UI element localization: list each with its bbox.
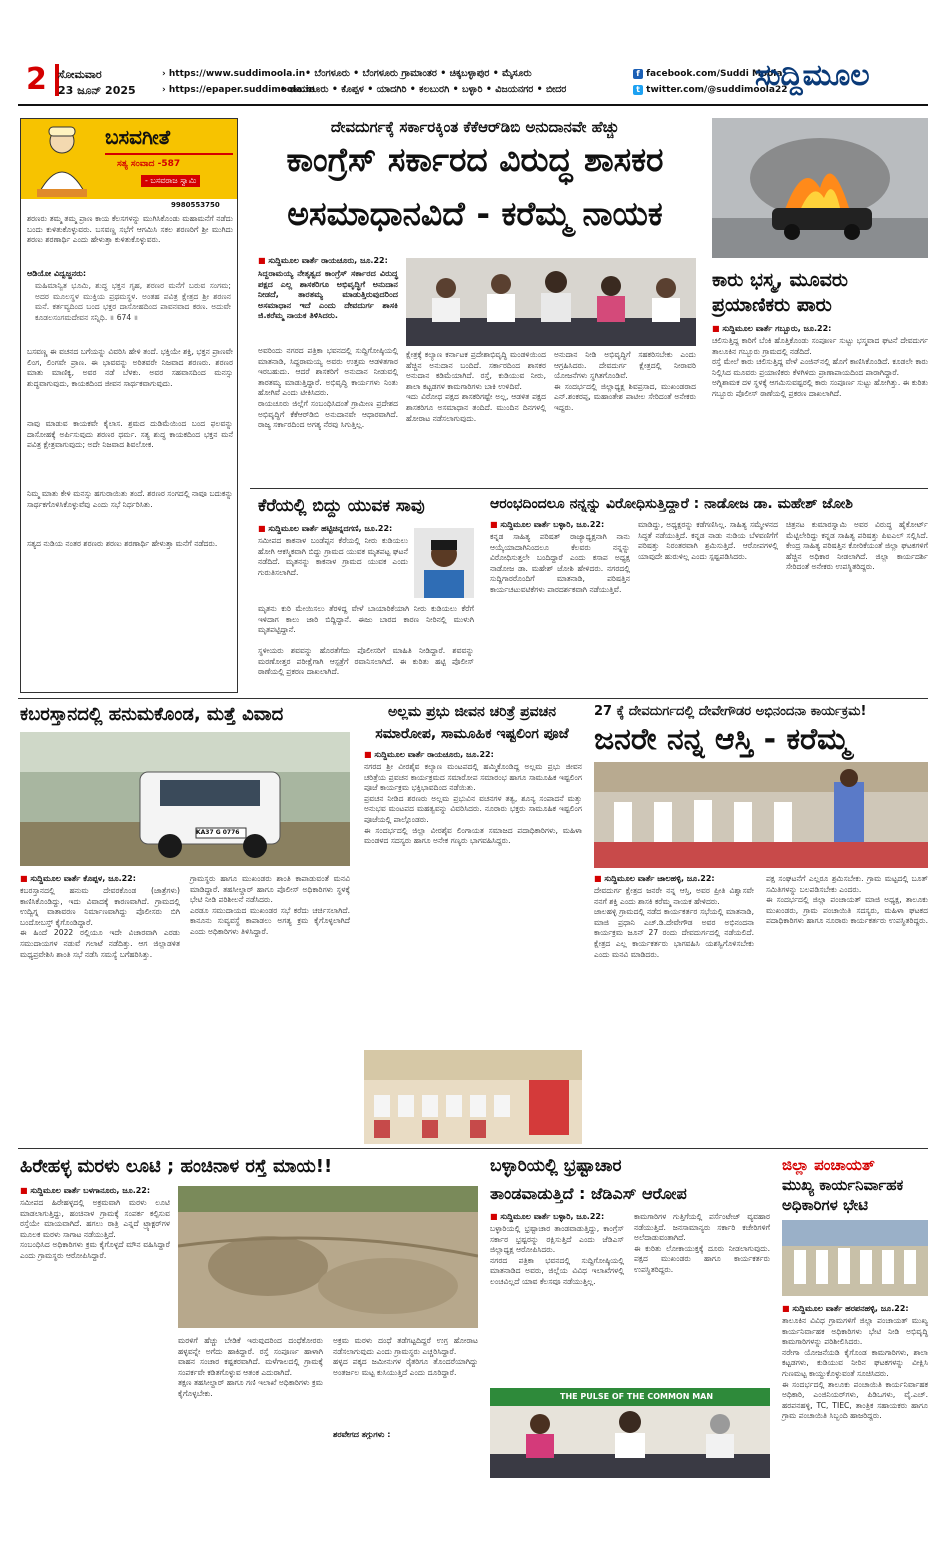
- cemetery-headline: ಕಬರಸ್ತಾನದಲ್ಲಿ ಹನುಮಕೊಂಡ, ಮತ್ತೆ ವಿವಾದ: [20, 704, 284, 725]
- allama-headline-1: ಅಲ್ಲಮ ಪ್ರಭು ಜೀವನ ಚರಿತ್ರೆ ಪ್ರವಚನ: [387, 704, 557, 720]
- saint-illustration: [27, 123, 97, 199]
- basava-verse: ಮಹಿಮಾನ್ವಿತ ಭೂಮಿ, ಶುದ್ಧ ಭಕ್ತನ ಗೃಹ, ಶರಣರ ಮನೆಗೆ ಬರುವ ಸಂಗಮ; ಅದರ ಮೂಲಸ್ಥಳ ಮುಕ್ತಿಯ ಪ್ರಥಮಸ್ಥಳ. ಅಂತಹ ಪವಿತ್ರ ಕ್ಷೇತ್ರದ ಶ್ರೀ ಶರಣನ ಮನೆ. ಕರ್ತವ್ಯದಿಂದ ಬಂದ ಭಕ್ತರ ದಾಸೋಹದಿಂದ ಪಾವನವಾದ ಕರಣ. ಅದುವೇ ಕೂಡಲಸಂಗಮದೇವನ ಸನ್ನಿಧಿ. ॥ 674 ॥: [35, 281, 231, 322]
- cemetery-column-1: ಕಬರಸ್ತಾನದಲ್ಲಿ ಹನುಮ ದೇವರಕೊಂಡ (ಜಾತ್ರೆಗಳು) ಕಾಣಿಸಿಕೊಂಡಿದ್ದು, ಇದು ವಿವಾದಕ್ಕೆ ಕಾರಣವಾಗಿದೆ. ಗ್ರಾಮದಲ್ಲಿ ಉದ್ವಿಗ್ನ ವಾತಾವರಣ ನಿರ್ಮಾಣವಾಗಿದ್ದು ಪೊಲೀಸರು ಬಿಗಿ ಬಂದೋಬಸ್ತ್ ಕೈಗೊಂಡಿದ್ದಾರೆ. ಈ ಹಿಂದೆ 2022 ರಲ್ಲಿಯೂ ಇದೇ ವಿಚಾರವಾಗಿ ಎರಡು ಸಮುದಾಯಗಳ ನಡುವೆ ಗಲಾಟೆ ನಡೆದಿತ್ತು. ಆಗ ಜಿಲ್ಲಾಡಳಿತ ಮಧ್ಯಪ್ರವೇಶಿಸಿ ಶಾಂತಿ ಸಭೆ ನಡೆಸಿ ಸಮಸ್ಯೆ ಬಗೆಹರಿಸಿತ್ತು.: [20, 886, 180, 959]
- basava-title: ಬಸವಗೀತೆ: [105, 125, 171, 149]
- officials-visit-photo: [782, 1220, 928, 1296]
- joshi-column-3: ಚಿತ್ರನಟ ಕುಮಾರಸ್ವಾಮಿ ಅವರ ವಿರುದ್ಧ ಹೈಕೋರ್ಟ್ ಮೆಟ್ಟಿಲೇರಿದ್ದು ಕನ್ನಡ ಸಾಹಿತ್ಯ ಪರಿಷತ್ತು ಪಿಐಎಲ್ ಸಲ್ಲಿಸಿದೆ. ಕೇಂದ್ರ ಸಾಹಿತ್ಯ ಪರಿಷತ್ತಿನ ಕೋರಿಕೆಯಂತೆ ಜಿಲ್ಲಾ ಘಟಕಗಳಿಗೆ ಹೆಚ್ಚಿನ ಅಧಿಕಾರ ನೀಡಲಾಗಿದೆ. ಜಿಲ್ಲಾ ಕಾರ್ಯದರ್ಶಿ ಸೇರಿದಂತೆ ಅನೇಕರು ಉಪಸ್ಥಿತರಿದ್ದರು.: [786, 520, 928, 572]
- vehicle-plate: KA37 G 0776: [196, 829, 240, 836]
- twitter-icon: t: [633, 85, 643, 95]
- fire-body: ಚಲಿಸುತ್ತಿದ್ದ ಕಾರಿಗೆ ಬೆಂಕಿ ಹೊತ್ತಿಕೊಂಡು ಸಂಪೂರ್ಣ ಸುಟ್ಟು ಭಸ್ಮವಾದ ಘಟನೆ ದೇವದುರ್ಗ ತಾಲೂಕಿನ ಗಬ್ಬೂರು ಗ್ರಾಮದಲ್ಲಿ ನಡೆದಿದೆ. ರಸ್ತೆ ಮೇಲೆ ಕಾರು ಚಲಿಸುತ್ತಿದ್ದ ವೇಳೆ ಎಂಜಿನ್‌ನಲ್ಲಿ ಹೊಗೆ ಕಾಣಿಸಿಕೊಂಡಿದೆ. ಕೂಡಲೇ ಕಾರು ನಿಲ್ಲಿಸಿದ ಮೂವರು ಪ್ರಯಾಣಿಕರು ಕೆಳಗಿಳಿದು ಪ್ರಾಣಾಪಾಯದಿಂದ ಪಾರಾಗಿದ್ದಾರೆ. ಅಗ್ನಿಶಾಮಕ ದಳ ಸ್ಥಳಕ್ಕೆ ಆಗಮಿಸುವಷ್ಟರಲ್ಲಿ ಕಾರು ಸಂಪೂರ್ಣ ಸುಟ್ಟು ಹೋಗಿತ್ತು. ಈ ಕುರಿತು ಗಬ್ಬೂರು ಪೊಲೀಸ್ ಠಾಣೆಯಲ್ಲಿ ಪ್ರಕರಣ ದಾಖಲಾಗಿದೆ.: [712, 336, 928, 398]
- sand-pit-photo: [178, 1186, 478, 1328]
- chevron-right-icon: ›: [162, 85, 166, 95]
- lead-byline: ■ ಸುದ್ದಿಮೂಲ ವಾರ್ತೆ ರಾಯಚೂರು, ಜೂ.22:: [258, 256, 388, 265]
- issue-date: 23 ಜೂನ್ 2025: [58, 84, 136, 97]
- facebook-link[interactable]: f facebook.com/Suddi Moola: [633, 69, 782, 79]
- fire-headline: ಕಾರು ಭಸ್ಮ, ಮೂವರು ಪ್ರಯಾಣಿಕರು ಪಾರು: [712, 269, 848, 316]
- lake-body-3: ಸ್ಥಳೀಯರು ಶವವನ್ನು ಹೊರತೆಗೆದು ಪೊಲೀಸರಿಗೆ ಮಾಹಿತಿ ನೀಡಿದ್ದಾರೆ. ಶವವನ್ನು ಮರಣೋತ್ತರ ಪರೀಕ್ಷೆಗಾಗಿ ಆಸ್ಪತ್ರೆಗೆ ರವಾನಿಸಲಾಗಿದೆ. ಈ ಕುರಿತು ಹಟ್ಟಿ ಪೊಲೀಸ್ ಠಾಣೆಯಲ್ಲಿ ಪ್ರಕರಣ ದಾಖಲಾಗಿದೆ.: [258, 646, 474, 677]
- jds-column-1: ಬಳ್ಳಾರಿಯಲ್ಲಿ ಭ್ರಷ್ಟಾಚಾರ ತಾಂಡವಾಡುತ್ತಿದ್ದು, ಕಾಂಗ್ರೆಸ್ ಸರ್ಕಾರ ಭ್ರಷ್ಟರನ್ನು ರಕ್ಷಿಸುತ್ತಿದೆ ಎಂದು ಜೆಡಿಎಸ್ ಜಿಲ್ಲಾಧ್ಯಕ್ಷ ಆರೋಪಿಸಿದರು. ನಗರದ ಪತ್ರಿಕಾ ಭವನದಲ್ಲಿ ಸುದ್ದಿಗೋಷ್ಠಿಯಲ್ಲಿ ಮಾತನಾಡಿದ ಅವರು, ಜಿಲ್ಲೆಯ ವಿವಿಧ ಇಲಾಖೆಗಳಲ್ಲಿ ಲಂಚವಿಲ್ಲದೆ ಯಾವ ಕೆಲಸವೂ ನಡೆಯುತ್ತಿಲ್ಲ.: [490, 1224, 624, 1286]
- karemma-kicker: 27 ಕ್ಕೆ ದೇವದುರ್ಗದಲ್ಲಿ ದೇವೇಗೌಡರ ಅಭಿನಂದನಾ ಕಾರ್ಯಕ್ರಮ!: [594, 704, 867, 719]
- sand-column-3: ಅಕ್ರಮ ಮರಳು ದಂಧೆ ತಡೆಗಟ್ಟದಿದ್ದರೆ ಉಗ್ರ ಹೋರಾಟ ನಡೆಸಲಾಗುವುದು ಎಂದು ಗ್ರಾಮಸ್ಥರು ಎಚ್ಚರಿಸಿದ್ದಾರೆ. ಹಳ್ಳದ ಪಕ್ಕದ ಜಮೀನುಗಳ ರೈತರಿಗೂ ತೊಂದರೆಯಾಗಿದ್ದು ಅಂತರ್ಜಲ ಮಟ್ಟ ಕುಸಿಯುತ್ತಿದೆ ಎಂದು ದೂರಿದ್ದಾರೆ.: [333, 1336, 478, 1377]
- basava-paragraph-4: ನಿಮ್ಮ ಮಾತು ಕೇಳಿ ಮನಸ್ಸು ಹಗುರಾಯಿತು ತಂದೆ. ಶರಣರ ಸಂಗದಲ್ಲಿ ನಾವೂ ಬದುಕನ್ನು ಸಾರ್ಥಕಗೊಳಿಸಿಕೊಳ್ಳುವೆವು ಎಂದು ಸಭೆ ನಿರ್ಧರಿಸಿತು.: [27, 489, 233, 509]
- car-fire-photo: [712, 118, 928, 258]
- masthead-logo: ಸುದ್ದಿಮೂಲ: [755, 58, 870, 93]
- lead-intro: ಸಿದ್ದರಾಮಯ್ಯ ನೇತೃತ್ವದ ಕಾಂಗ್ರೆಸ್ ಸರ್ಕಾರದ ವಿರುದ್ಧ ಪಕ್ಷದ ಎಲ್ಲ ಶಾಸಕರಿಗೂ ಅಭಿವೃದ್ಧಿಗೆ ಅನುದಾನ ನೀಡದೆ, ತಾರತಮ್ಯ ಮಾಡುತ್ತಿರುವುದರಿಂದ ಅಸಮಾಧಾನ ಇದೆ ಎಂದು ದೇವದುರ್ಗ ಶಾಸಕಿ ಜಿ.ಕರೆಮ್ಮ ನಾಯಕ ತಿಳಿಸಿದರು.: [258, 268, 398, 321]
- zp-byline: ■ ಸುದ್ದಿಮೂಲ ವಾರ್ತೆ ಹರಪನಹಳ್ಳಿ, ಜೂ.22:: [782, 1304, 909, 1313]
- lake-body-1: ಸಮೀಪದ ಕಾಕನಾಳ ಬಂಡೆಪ್ಪನ ಕೆರೆಯಲ್ಲಿ ನೀರು ಕುಡಿಯಲು ಹೋಗಿ ಆಕಸ್ಮಿಕವಾಗಿ ಬಿದ್ದು ಗ್ರಾಮದ ಯುವಕ ಮೃತಪಟ್ಟ ಘಟನೆ ನಡೆದಿದೆ. ಮೃತನನ್ನು ಕಾಕನಾಳ ಗ್ರಾಮದ ಯುವಕ ಎಂದು ಗುರುತಿಸಲಾಗಿದೆ.: [258, 536, 408, 577]
- website-link[interactable]: › https://www.suddimoola.in: [162, 69, 306, 79]
- allama-byline: ■ ಸುದ್ದಿಮೂಲ ವಾರ್ತೆ ರಾಯಚೂರು, ಜೂ.22:: [364, 750, 494, 759]
- epaper-link[interactable]: › https://epaper.suddimoola.in: [162, 85, 316, 95]
- pooja-gathering-photo: [364, 1050, 582, 1144]
- edition-places-row-1: • ಬೆಂಗಳೂರು • ಬೆಂಗಳೂರು ಗ್ರಾಮಾಂತರ • ಚಿಕ್ಕಬಳ್ಳಾಪುರ • ಮೈಸೂರು: [305, 68, 532, 79]
- edition-places-row-2: • ರಾಯಚೂರು • ಕೊಪ್ಪಳ • ಯಾದಗಿರಿ • ಕಲಬುರಗಿ • ಬಳ್ಳಾರಿ • ವಿಜಯನಗರ • ಬೀದರ: [280, 84, 567, 95]
- lead-column-1: ಅವರಿಂದು ನಗರದ ಪತ್ರಿಕಾ ಭವನದಲ್ಲಿ ಸುದ್ದಿಗೋಷ್ಠಿಯಲ್ಲಿ ಮಾತನಾಡಿ, ಸಿದ್ದರಾಮಯ್ಯ ಅವರು ಉತ್ತಮ ಆಡಳಿತಗಾರ ಇರಬಹುದು. ಆದರೆ ಶಾಸಕರಿಗೆ ಅನುದಾನ ನೀಡುವಲ್ಲಿ ತಾರತಮ್ಯ ಮಾಡುತ್ತಿದ್ದಾರೆ. ಅಭಿವೃದ್ಧಿ ಕಾರ್ಯಗಳು ನಿಂತು ಹೋಗಿವೆ ಎಂದು ಟೀಕಿಸಿದರು. ರಾಯಚೂರು ಜಿಲ್ಲೆಗೆ ಸಂಬಂಧಿಸಿದಂತೆ ಗ್ರಾಮೀಣ ಪ್ರದೇಶದ ಅಭಿವೃದ್ಧಿಗೆ ಕೆಕೆಆರ್‌ಡಿಬಿ ಅನುದಾನವೇ ಆಧಾರವಾಗಿದೆ. ರಾಜ್ಯ ಸರ್ಕಾರದಿಂದ ಅಗತ್ಯ ನೆರವು ಸಿಗುತ್ತಿಲ್ಲ.: [258, 346, 398, 430]
- title-underline: [105, 153, 233, 155]
- joshi-column-1: ಕನ್ನಡ ಸಾಹಿತ್ಯ ಪರಿಷತ್ ರಾಜ್ಯಾಧ್ಯಕ್ಷನಾಗಿ ನಾನು ಆಯ್ಕೆಯಾದಾಗಿನಿಂದಲೂ ಕೆಲವರು ನನ್ನನ್ನು ವಿರೋಧಿಸುತ್ತಲೇ ಬಂದಿದ್ದಾರೆ ಎಂದು ಕಸಾಪ ಅಧ್ಯಕ್ಷ ನಾಡೋಜ ಡಾ. ಮಹೇಶ್ ಜೋಶಿ ಹೇಳಿದರು. ನಗರದಲ್ಲಿ ಸುದ್ದಿಗಾರರೊಂದಿಗೆ ಮಾತನಾಡಿ, ಪರಿಷತ್ತಿನ ಕಾರ್ಯಚಟುವಟಿಕೆಗಳು ಪಾರದರ್ಶಕವಾಗಿ ನಡೆಯುತ್ತಿವೆ.: [490, 532, 630, 594]
- allama-headline-2: ಸಮಾರೋಪ, ಸಾಮೂಹಿಕ ಇಷ್ಟಲಿಂಗ ಪೂಜೆ: [375, 726, 569, 742]
- sand-headline: ಹಿರೇಹಳ್ಳ ಮರಳು ಲೂಟಿ ; ಹಂಚಿನಾಳ ರಸ್ತೆ ಮಾಯ!!: [20, 1156, 333, 1177]
- joshi-column-2: ಮಾಡಿದ್ದು, ಅಧ್ಯಕ್ಷರನ್ನು ಕಡೆಗಣಿಸಿಲ್ಲ. ಸಾಹಿತ್ಯ ಸಮ್ಮೇಳನದ ಸಿದ್ಧತೆ ನಡೆಯುತ್ತಿದೆ. ಕನ್ನಡ ನಾಡು ನುಡಿಯ ಬೆಳವಣಿಗೆಗೆ ಪರಿಷತ್ತು ನಿರಂತರವಾಗಿ ಶ್ರಮಿಸುತ್ತಿದೆ. ಆರೋಪಗಳಲ್ಲಿ ಯಾವುದೇ ಹುರುಳಿಲ್ಲ ಎಂದು ಸ್ಪಷ್ಟಪಡಿಸಿದರು.: [638, 520, 778, 561]
- lead-kicker: ದೇವದುರ್ಗಕ್ಕೆ ಸರ್ಕಾರಕ್ಕಿಂತ ಕೆಕೆಆರ್‌ಡಿಬಿ ಅನುದಾನವೇ ಹೆಚ್ಚು: [330, 118, 620, 136]
- basava-author: - ಬಸವರಾಜ ಸ್ವಾಮಿ: [141, 175, 200, 187]
- basava-subtitle: ಸತ್ಯ ಸಂವಾದ -587: [117, 159, 181, 169]
- basava-audio-label: ಆಡಿಯೋ ವಿದ್ವಜ್ಜನರು:: [27, 269, 87, 278]
- jds-photo-banner: THE PULSE OF THE COMMON MAN: [560, 1392, 714, 1401]
- jds-headline-2: ತಾಂಡವಾಡುತ್ತಿದೆ : ಜೆಡಿಎಸ್ ಆರೋಪ: [490, 1184, 687, 1203]
- section-divider-3: [18, 1148, 928, 1149]
- lake-headline: ಕೆರೆಯಲ್ಲಿ ಬಿದ್ದು ಯುವಕ ಸಾವು: [258, 496, 425, 516]
- jds-press-photo: [490, 1388, 770, 1478]
- police-vehicle-photo: [20, 732, 350, 866]
- section-divider-2: [18, 698, 928, 699]
- joshi-byline: ■ ಸುದ್ದಿಮೂಲ ವಾರ್ತೆ ಬಳ್ಳಾರಿ, ಜೂ.22:: [490, 520, 605, 529]
- sand-column-2: ಮರಳಿಗೆ ಹೆಚ್ಚು ಬೇಡಿಕೆ ಇರುವುದರಿಂದ ದಂಧೆಕೋರರು ಹಳ್ಳವನ್ನೇ ಅಗೆದು ಹಾಕಿದ್ದಾರೆ. ರಸ್ತೆ ಸಂಪೂರ್ಣ ಹಾಳಾಗಿ ವಾಹನ ಸಂಚಾರ ಕಷ್ಟಕರವಾಗಿದೆ. ಮಳೆಗಾಲದಲ್ಲಿ ಗ್ರಾಮಕ್ಕೆ ಸಂಪರ್ಕವೇ ಕಡಿತಗೊಳ್ಳುವ ಆತಂಕ ಎದುರಾಗಿದೆ. ತಕ್ಷಣ ತಹಸೀಲ್ದಾರ್ ಹಾಗೂ ಗಣಿ ಇಲಾಖೆ ಅಧಿಕಾರಿಗಳು ಕ್ರಮ ಕೈಗೊಳ್ಳಬೇಕು.: [178, 1336, 323, 1398]
- press-meet-photo: [406, 258, 696, 346]
- basava-explanation: ಬಸವಣ್ಣ ಈ ವಚನದ ಬಗೆಯನ್ನು ವಿವರಿಸಿ ಹೇಳಿ ತಂದೆ. ಭಕ್ತಿಯೇ ಶಕ್ತಿ, ಭಕ್ತನ ಪ್ರಾಣವೇ ಲಿಂಗ, ಲಿಂಗವೇ ಪ್ರಾಣ. ಈ ಭಾವವನ್ನು ಅರಿತವರೇ ನಿಜವಾದ ಶರಣರು. ಶರಣರ ಮಾತು ಮಾಣಿಕ್ಯ, ಅವರ ನಡೆ ಬೆಳಕು. ಅವರ ಸಹವಾಸದಿಂದ ಮನಸ್ಸು ಶುದ್ಧವಾಗುವುದು, ಕಾಯಕದಿಂದ ಜೀವನ ಸಾರ್ಥಕವಾಗುವುದು.: [27, 347, 233, 388]
- basava-geete-column: [20, 118, 238, 693]
- lead-headline-2: ಅಸಮಾಧಾನವಿದೆ - ಕರೆಮ್ಮ ನಾಯಕ: [287, 194, 663, 233]
- karemma-byline: ■ ಸುದ್ದಿಮೂಲ ವಾರ್ತೆ ಜಾಲಹಳ್ಳಿ, ಜೂ.22:: [594, 874, 715, 883]
- lead-column-3: ಅನುದಾನ ನೀಡಿ ಅಭಿವೃದ್ಧಿಗೆ ಸಹಕರಿಸಬೇಕು ಎಂದು ಆಗ್ರಹಿಸಿದರು. ದೇವದುರ್ಗ ಕ್ಷೇತ್ರದಲ್ಲಿ ನೀರಾವರಿ ಯೋಜನೆಗಳು ಸ್ಥಗಿತಗೊಂಡಿವೆ. ಈ ಸಂದರ್ಭದಲ್ಲಿ ಜಿಲ್ಲಾಧ್ಯಕ್ಷ ಶಿವಪ್ರಸಾದ, ಮುಖಂಡರಾದ ಎನ್.ಶಂಕರಪ್ಪ, ಮಹಾಂತೇಶ ಪಾಟೀಲ ಸೇರಿದಂತೆ ಅನೇಕರು ಇದ್ದರು.: [554, 350, 696, 412]
- jds-byline: ■ ಸುದ್ದಿಮೂಲ ವಾರ್ತೆ ಬಳ್ಳಾರಿ, ಜೂ.22:: [490, 1212, 605, 1221]
- victim-photo: [414, 528, 474, 598]
- karemma-column-1: ದೇವದುರ್ಗ ಕ್ಷೇತ್ರದ ಜನರೇ ನನ್ನ ಆಸ್ತಿ, ಅವರ ಪ್ರೀತಿ ವಿಶ್ವಾಸವೇ ನನಗೆ ಶಕ್ತಿ ಎಂದು ಶಾಸಕಿ ಕರೆಮ್ಮ ನಾಯಕ ಹೇಳಿದರು. ಜಾಲಹಳ್ಳಿ ಗ್ರಾಮದಲ್ಲಿ ನಡೆದ ಕಾರ್ಯಕರ್ತರ ಸಭೆಯಲ್ಲಿ ಮಾತನಾಡಿ, ಮಾಜಿ ಪ್ರಧಾನಿ ಎಚ್.ಡಿ.ದೇವೇಗೌಡ ಅವರ ಅಭಿನಂದನಾ ಕಾರ್ಯಕ್ರಮ ಜೂನ್ 27 ರಂದು ದೇವದುರ್ಗದಲ್ಲಿ ನಡೆಯಲಿದೆ. ಕ್ಷೇತ್ರದ ಎಲ್ಲ ಕಾರ್ಯಕರ್ತರು ಭಾಗವಹಿಸಿ ಯಶಸ್ವಿಗೊಳಿಸಬೇಕು ಎಂದು ಮನವಿ ಮಾಡಿದರು.: [594, 886, 754, 959]
- jds-column-2: ಕಾಮಗಾರಿಗಳ ಗುತ್ತಿಗೆಯಲ್ಲಿ ಪರ್ಸೆಂಟೇಜ್ ವ್ಯವಹಾರ ನಡೆಯುತ್ತಿದೆ. ಜನಸಾಮಾನ್ಯರು ಸರ್ಕಾರಿ ಕಚೇರಿಗಳಿಗೆ ಅಲೆದಾಡುವಂತಾಗಿದೆ. ಈ ಕುರಿತು ಲೋಕಾಯುಕ್ತಕ್ಕೆ ದೂರು ನೀಡಲಾಗುವುದು. ಪಕ್ಷದ ಮುಖಂಡರು ಹಾಗೂ ಕಾರ್ಯಕರ್ತರು ಉಪಸ್ಥಿತರಿದ್ದರು.: [634, 1212, 770, 1274]
- page-number: 2: [26, 64, 59, 96]
- meeting-photo: [594, 762, 928, 868]
- zp-body: ತಾಲೂಕಿನ ವಿವಿಧ ಗ್ರಾಮಗಳಿಗೆ ಜಿಲ್ಲಾ ಪಂಚಾಯತ್ ಮುಖ್ಯ ಕಾರ್ಯನಿರ್ವಾಹಕ ಅಧಿಕಾರಿಗಳು ಭೇಟಿ ನೀಡಿ ಅಭಿವೃದ್ಧಿ ಕಾಮಗಾರಿಗಳನ್ನು ಪರಿಶೀಲಿಸಿದರು. ನರೇಗಾ ಯೋಜನೆಯಡಿ ಕೈಗೊಂಡ ಕಾಮಗಾರಿಗಳು, ಶಾಲಾ ಕಟ್ಟಡಗಳು, ಕುಡಿಯುವ ನೀರಿನ ಘಟಕಗಳನ್ನು ವೀಕ್ಷಿಸಿ ಗುಣಮಟ್ಟ ಕಾಯ್ದುಕೊಳ್ಳುವಂತೆ ಸೂಚಿಸಿದರು. ಈ ಸಂದರ್ಭದಲ್ಲಿ ತಾಲೂಕು ಪಂಚಾಯಿತಿ ಕಾರ್ಯನಿರ್ವಾಹಕ ಅಧಿಕಾರಿ, ಎಂಜಿನಿಯರ್‌ಗಳು, ಪಿಡಿಒಗಳು, ವೈ.ಎಚ್. ಹರಪನಹಳ್ಳಿ, TC, TIEC, ತಾಂತ್ರಿಕ ಸಹಾಯಕರು ಹಾಗೂ ಗ್ರಾಮ ಪಂಚಾಯಿತಿ ಸಿಬ್ಬಂದಿ ಹಾಜರಿದ್ದರು.: [782, 1316, 928, 1421]
- fire-byline: ■ ಸುದ್ದಿಮೂಲ ವಾರ್ತೆ ಗಬ್ಬೂರು, ಜೂ.22:: [712, 324, 832, 333]
- issue-day: ಸೋಮವಾರ: [58, 68, 102, 81]
- basava-intro: ಶರಣರು ತಮ್ಮ ತಮ್ಮ ಪ್ರಾಣ ಕಾಯ ಕೆಲಸಗಳನ್ನು ಮುಗಿಸಿಕೊಂಡು ಮಹಾಮನೆಗೆ ನಡೆದು ಬಂದು ಕುಳಿತುಕೊಳ್ಳುವರು. ಬಸವಣ್ಣ ಸಭೆಗೆ ಆಗಮಿಸಿ ಸಕಲ ಶರಣರಿಗೆ ಶ್ರೀ ಮುಗಿದು ಶರಣು ಶರಣಾರ್ಥಿ ಎಂದು ಹೇಳುತ್ತಾ ಕುಳಿತುಕೊಳ್ಳುವರು.: [27, 214, 233, 245]
- lake-byline: ■ ಸುದ್ದಿಮೂಲ ವಾರ್ತೆ ಹಟ್ಟಿಚಿನ್ನದಗಣಿ, ಜೂ.22:: [258, 524, 393, 533]
- basava-phone: 9980553750: [171, 201, 220, 209]
- joshi-headline: ಆರಂಭದಿಂದಲೂ ನನ್ನನ್ನು ವಿರೋಧಿಸುತ್ತಿದ್ದಾರೆ : ನಾಡೋಜ ಡಾ. ಮಹೇಶ್ ಜೋಶಿ: [490, 496, 853, 512]
- chevron-right-icon: ›: [162, 69, 166, 79]
- karemma-column-2: ಪಕ್ಷ ಸಂಘಟನೆಗೆ ಎಲ್ಲರೂ ಶ್ರಮಿಸಬೇಕು. ಗ್ರಾಮ ಮಟ್ಟದಲ್ಲಿ ಬೂತ್ ಸಮಿತಿಗಳನ್ನು ಬಲಪಡಿಸಬೇಕು ಎಂದರು. ಈ ಸಂದರ್ಭದಲ್ಲಿ ಜಿಲ್ಲಾ ಪಂಚಾಯತ್ ಮಾಜಿ ಅಧ್ಯಕ್ಷ, ತಾಲೂಕು ಮುಖಂಡರು, ಗ್ರಾಮ ಪಂಚಾಯಿತಿ ಸದಸ್ಯರು, ಮಹಿಳಾ ಘಟಕದ ಪದಾಧಿಕಾರಿಗಳು ಹಾಗೂ ನೂರಾರು ಕಾರ್ಯಕರ್ತರು ಉಪಸ್ಥಿತರಿದ್ದರು.: [766, 874, 929, 926]
- basava-paragraph-3: ನಾವು ಮಾಡುವ ಕಾಯಕವೇ ಕೈಲಾಸ. ಶ್ರಮದ ದುಡಿಮೆಯಿಂದ ಬಂದ ಫಲವನ್ನು ದಾಸೋಹಕ್ಕೆ ಅರ್ಪಿಸುವುದು ಶರಣರ ಧರ್ಮ. ಸತ್ಯ ಶುದ್ಧ ಕಾಯಕದಿಂದ ಭಕ್ತನ ಮನೆ ಪವಿತ್ರ ಕ್ಷೇತ್ರವಾಗುವುದು; ಅದೇ ನಿಜವಾದ ಶಿವಲೋಕ.: [27, 419, 233, 450]
- sand-column-1: ಸಮೀಪದ ಹಿರೇಹಳ್ಳದಲ್ಲಿ ಅಕ್ರಮವಾಗಿ ಮರಳು ಲೂಟಿ ಮಾಡಲಾಗುತ್ತಿದ್ದು, ಹಂಚಿನಾಳ ಗ್ರಾಮಕ್ಕೆ ಸಂಪರ್ಕ ಕಲ್ಪಿಸುವ ರಸ್ತೆಯೇ ಮಾಯವಾಗಿದೆ. ಹಗಲು ರಾತ್ರಿ ಎನ್ನದೆ ಟ್ರ್ಯಾಕ್ಟರ್‌ಗಳ ಮೂಲಕ ಮರಳು ಸಾಗಾಟ ನಡೆಯುತ್ತಿದೆ. ಸಂಬಂಧಿಸಿದ ಅಧಿಕಾರಿಗಳು ಕ್ರಮ ಕೈಗೊಳ್ಳದೆ ಮೌನ ವಹಿಸಿದ್ದಾರೆ ಎಂದು ಗ್ರಾಮಸ್ಥರು ಆರೋಪಿಸಿದ್ದಾರೆ.: [20, 1198, 170, 1260]
- sand-subhead: ಶರವೇಗದ ತಗ್ಗುಗಳು :: [333, 1430, 391, 1439]
- cemetery-column-2: ಗ್ರಾಮಸ್ಥರು ಹಾಗೂ ಮುಖಂಡರು ಶಾಂತಿ ಕಾಪಾಡುವಂತೆ ಮನವಿ ಮಾಡಿದ್ದಾರೆ. ತಹಸೀಲ್ದಾರ್ ಹಾಗೂ ಪೊಲೀಸ್ ಅಧಿಕಾರಿಗಳು ಸ್ಥಳಕ್ಕೆ ಭೇಟಿ ನೀಡಿ ಪರಿಶೀಲನೆ ನಡೆಸಿದರು. ಎರಡೂ ಸಮುದಾಯದ ಮುಖಂಡರ ಸಭೆ ಕರೆದು ಚರ್ಚಿಸಲಾಗಿದೆ. ಕಾನೂನು ಸುವ್ಯವಸ್ಥೆ ಕಾಪಾಡಲು ಅಗತ್ಯ ಕ್ರಮ ಕೈಗೊಳ್ಳಲಾಗಿದೆ ಎಂದು ಅಧಿಕಾರಿಗಳು ತಿಳಿಸಿದ್ದಾರೆ.: [190, 874, 350, 936]
- basava-closing: ಸತ್ಯದ ನುಡಿಯ ನಂತರ ಶರಣರು ಶರಣು ಶರಣಾರ್ಥಿ ಹೇಳುತ್ತಾ ಮನೆಗೆ ನಡೆದರು.: [27, 539, 218, 548]
- header-divider: [18, 104, 928, 106]
- twitter-link[interactable]: t twitter.com/@suddimoola22: [633, 85, 787, 95]
- facebook-icon: f: [633, 69, 643, 79]
- zp-headline-3: ಅಧಿಕಾರಿಗಳ ಭೇಟಿ: [782, 1196, 868, 1214]
- lead-headline-1: ಕಾಂಗ್ರೆಸ್ ಸರ್ಕಾರದ ವಿರುದ್ಧ ಶಾಸಕರ: [286, 140, 664, 179]
- section-divider-1: [250, 488, 928, 489]
- lake-body-2: ಮೃತನು ಕುರಿ ಮೇಯಿಸಲು ತೆರಳಿದ್ದ ವೇಳೆ ಬಾಯಾರಿಕೆಯಾಗಿ ನೀರು ಕುಡಿಯಲು ಕೆರೆಗೆ ಇಳಿದಾಗ ಕಾಲು ಜಾರಿ ಬಿದ್ದಿದ್ದಾನೆ. ಈಜು ಬಾರದ ಕಾರಣ ನೀರಿನಲ್ಲಿ ಮುಳುಗಿ ಮೃತಪಟ್ಟಿದ್ದಾನೆ.: [258, 604, 474, 635]
- lead-column-2: ಕ್ಷೇತ್ರಕ್ಕೆ ಕಲ್ಯಾಣ ಕರ್ನಾಟಕ ಪ್ರದೇಶಾಭಿವೃದ್ಧಿ ಮಂಡಳಿಯಿಂದ ಹೆಚ್ಚಿನ ಅನುದಾನ ಬಂದಿದೆ. ಸರ್ಕಾರದಿಂದ ಶಾಸಕರ ಅನುದಾನ ಕಡಿಮೆಯಾಗಿದೆ. ರಸ್ತೆ, ಕುಡಿಯುವ ನೀರು, ಶಾಲಾ ಕಟ್ಟಡಗಳ ಕಾಮಗಾರಿಗಳು ಬಾಕಿ ಉಳಿದಿವೆ. ಇದು ವಿರೋಧ ಪಕ್ಷದ ಶಾಸಕರಿಗಷ್ಟೇ ಅಲ್ಲ, ಆಡಳಿತ ಪಕ್ಷದ ಶಾಸಕರಿಗೂ ಅಸಮಾಧಾನ ತಂದಿದೆ. ಮುಂದಿನ ದಿನಗಳಲ್ಲಿ ಹೋರಾಟ ನಡೆಸಲಾಗುವುದು.: [406, 350, 546, 423]
- zp-headline-2: ಮುಖ್ಯ ಕಾರ್ಯನಿರ್ವಾಹಕ: [782, 1176, 904, 1194]
- sand-byline: ■ ಸುದ್ದಿಮೂಲ ವಾರ್ತೆ ಬಳಗಾನೂರು, ಜೂ.22:: [20, 1186, 151, 1195]
- karemma-headline: ಜನರೇ ನನ್ನ ಆಸ್ತಿ - ಕರೆಮ್ಮ: [594, 722, 850, 757]
- jds-headline-1: ಬಳ್ಳಾರಿಯಲ್ಲಿ ಭ್ರಷ್ಟಾಚಾರ: [490, 1156, 622, 1176]
- zp-headline-1: ಜಿಲ್ಲಾ ಪಂಚಾಯತ್: [782, 1156, 875, 1174]
- allama-body: ನಗರದ ಶ್ರೀ ವೀರಶೈವ ಕಲ್ಯಾಣ ಮಂಟಪದಲ್ಲಿ ಹಮ್ಮಿಕೊಂಡಿದ್ದ ಅಲ್ಲಮ ಪ್ರಭು ಜೀವನ ಚರಿತ್ರೆಯ ಪ್ರವಚನ ಕಾರ್ಯಕ್ರಮದ ಸಮಾರೋಪ ಸಮಾರಂಭ ಹಾಗೂ ಸಾಮೂಹಿಕ ಇಷ್ಟಲಿಂಗ ಪೂಜೆ ಕಾರ್ಯಕ್ರಮ ಭಕ್ತಿಭಾವದಿಂದ ನಡೆಯಿತು. ಪ್ರವಚನ ನೀಡಿದ ಶರಣರು ಅಲ್ಲಮ ಪ್ರಭುವಿನ ವಚನಗಳ ತತ್ವ, ಶೂನ್ಯ ಸಂಪಾದನೆ ಮತ್ತು ಅನುಭವ ಮಂಟಪದ ಮಹತ್ವವನ್ನು ವಿವರಿಸಿದರು. ನೂರಾರು ಭಕ್ತರು ಸಾಮೂಹಿಕ ಇಷ್ಟಲಿಂಗ ಪೂಜೆಯಲ್ಲಿ ಪಾಲ್ಗೊಂಡರು. ಈ ಸಂದರ್ಭದಲ್ಲಿ ಜಿಲ್ಲಾ ವೀರಶೈವ ಲಿಂಗಾಯತ ಸಮಾಜದ ಪದಾಧಿಕಾರಿಗಳು, ಮಹಿಳಾ ಮಂಡಳದ ಸದಸ್ಯರು ಹಾಗೂ ಅನೇಕ ಗಣ್ಯರು ಭಾಗವಹಿಸಿದ್ದರು.: [364, 762, 582, 846]
- cemetery-byline: ■ ಸುದ್ದಿಮೂಲ ವಾರ್ತೆ ಕೊಪ್ಪಳ, ಜೂ.22:: [20, 874, 136, 883]
